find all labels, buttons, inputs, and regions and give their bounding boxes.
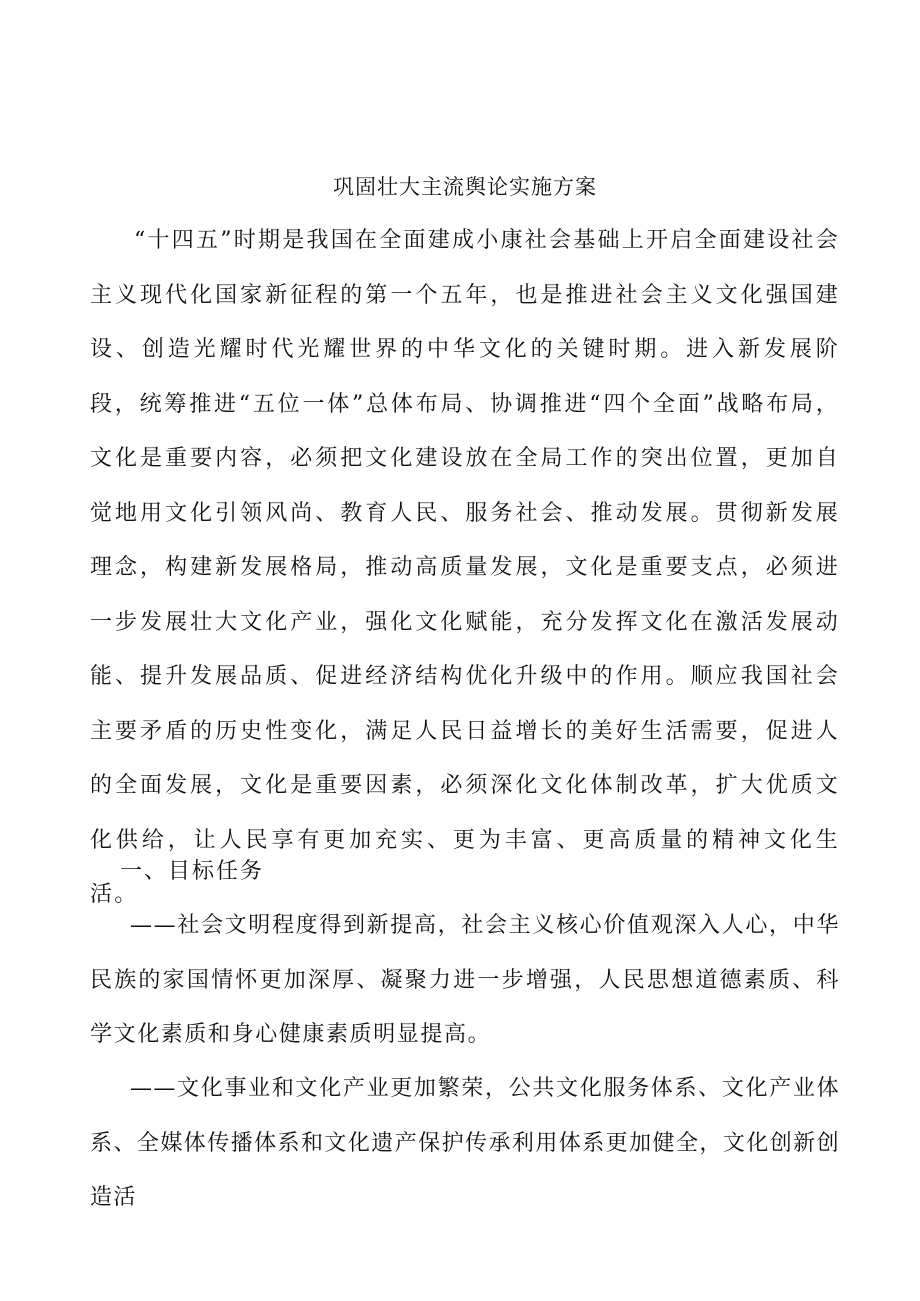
document-title: 巩固壮大主流舆论实施方案 bbox=[333, 175, 597, 199]
goal-item-2: ——文化事业和文化产业更加繁荣，公共文化服务体系、文化产业体系、全媒体传播体系和文化遗产保护传承利用体系更加健全，文化创新创造活 bbox=[90, 1076, 840, 1210]
section-heading: 一、目标任务 bbox=[120, 859, 265, 884]
intro-paragraph: “十四五”时期是我国在全面建成小康社会基础上开启全面建设社会主义现代化国家新征程的第一个五年，也是推进社会主义文化强国建设、创造光耀时代光耀世界的中华文化的关键时期。进入新发展阶段，统筹推进“五位一体”总体布局、协调推进“四个全面”战略布局，文化是重要内容，必须把文化建设放在全局工作的突出位置，更加自觉地用文化引领风尚、教育人民、服务社会、推动发展。贯彻新发展理念，构建新发展格局，推动高质量发展，文化是重要支点，必须进一步发展壮大文化产业，强化文化赋能，充分发挥文化在激活发展动能、提升发展品质、促进经济结构优化升级中的作用。顺应我国社会主要矛盾的历史性变化，满足人民日益增长的美好生活需要，促进人的全面发展，文化是重要因素，必须深化文化体制改革，扩大优质文化供给，让人民享有更加充实、更为丰富、更高质量的精神文化生活。 bbox=[90, 228, 840, 907]
goal-item-1: ——社会文明程度得到新提高，社会主义核心价值观深入人心，中华民族的家国情怀更加深厚、凝聚力进一步增强，人民思想道德素质、科学文化素质和身心健康素质明显提高。 bbox=[90, 913, 840, 1047]
